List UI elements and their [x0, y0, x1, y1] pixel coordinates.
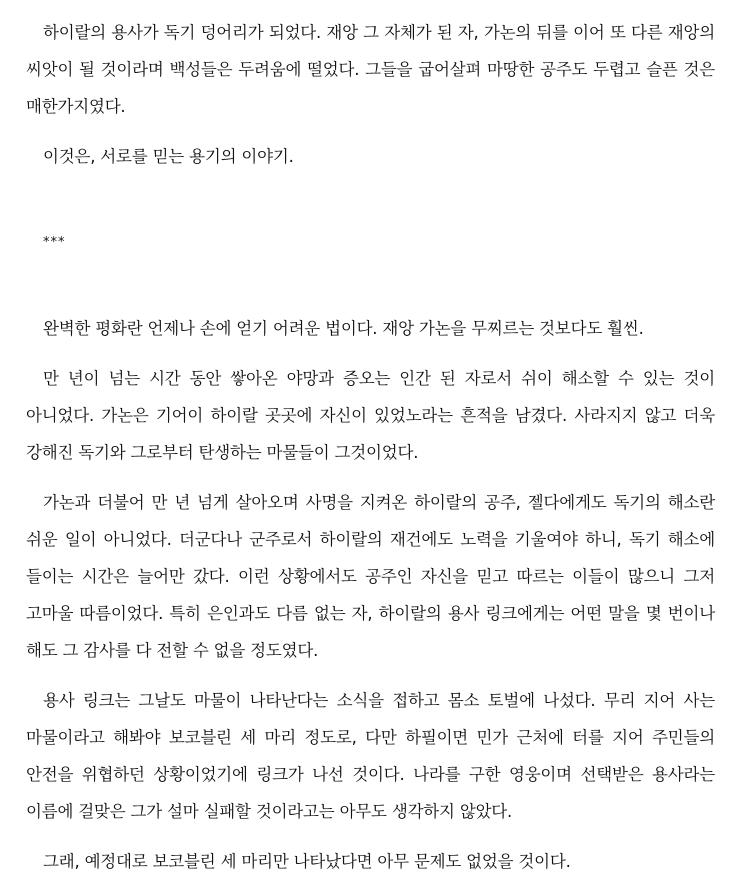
paragraph-gap [26, 669, 715, 682]
paragraph-2: 만 년이 넘는 시간 동안 쌓아온 야망과 증오는 인간 된 자로서 쉬이 해소할 수 있는 것이 아니었다. 가논은 기어이 하이랄 곳곳에 자신이 있었노라는 흔적을 남겼다. 사라지지 않고 더욱 강해진 독기와 그로부터 탄생하는 마물들이 그것이었다. [26, 369, 715, 462]
section-gap [26, 261, 715, 310]
paragraph-intro: 하이랄의 용사가 독기 덩어리가 되었다. 재앙 그 자체가 된 자, 가논의 뒤를 이어 또 다른 재앙의 씨앗이 될 것이라며 백성들은 두려움에 떨었다. 그들을 굽어살펴 마땅한 공주도 두렵고 슬픈 것은 매한가지였다. [26, 23, 715, 116]
paragraph-gap [26, 125, 715, 138]
paragraph-5: 그래, 예정대로 보코블린 세 마리만 나타났다면 아무 문제도 없었을 것이다. [43, 852, 571, 871]
section-gap [26, 175, 715, 224]
paragraph-gap [26, 347, 715, 360]
section-separator: *** [43, 235, 66, 250]
paragraph-gap [26, 471, 715, 484]
paragraph-4: 용사 링크는 그날도 마물이 나타난다는 소식을 접하고 몸소 토벌에 나섰다. 무리 지어 사는 마물이라고 해봐야 보코블린 세 마리 정도로, 다만 하필이면 민가 근처에 터를 지어 주민들의 안전을 위협하던 상황이었기에 링크가 나선 것이다. 나라를 구한 영웅이며 선택받은 용사라는 이름에 걸맞은 그가 설마 실패할 것이라고는 아무도 생각하지 않았다. [26, 691, 715, 821]
paragraph-3: 가논과 더불어 만 년 넘게 살아오며 사명을 지켜온 하이랄의 공주, 젤다에게도 독기의 해소란 쉬운 일이 아니었다. 더군다나 군주로서 하이랄의 재건에도 노력을 기울여야 하니, 독기 해소에 들이는 시간은 늘어만 갔다. 이런 상황에서도 공주인 자신을 믿고 따르는 이들이 많으니 그저 고마울 따름이었다. 특히 은인과도 다름 없는 자, 하이랄의 용사 링크에게는 어떤 말을 몇 번이나 해도 그 감사를 다 전할 수 없을 정도였다. [26, 493, 715, 660]
paragraph-tagline: 이것은, 서로를 믿는 용기의 이야기. [43, 147, 294, 166]
paragraph-1: 완벽한 평화란 언제나 손에 얻기 어려운 법이다. 재앙 가논을 무찌르는 것보다도 훨씬. [43, 319, 644, 338]
paragraph-gap [26, 830, 715, 843]
